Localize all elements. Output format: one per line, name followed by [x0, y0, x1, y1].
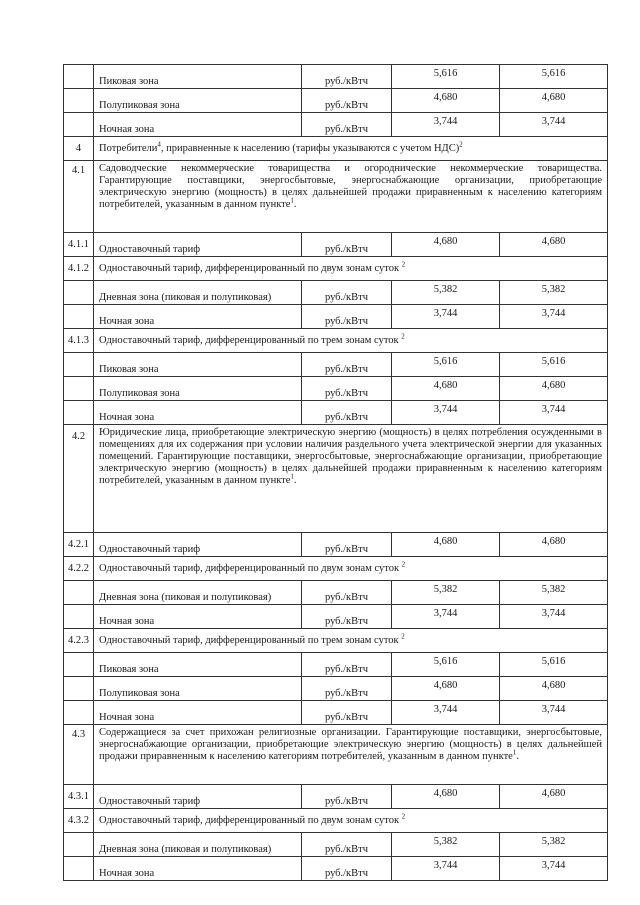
- row-number: [64, 377, 94, 401]
- unit-cell: руб./кВтч: [302, 305, 392, 329]
- row-number: [64, 581, 94, 605]
- table-row: [64, 809, 608, 833]
- table-row: [64, 581, 608, 605]
- section-row: [64, 161, 608, 233]
- row-number: 4.1.2: [64, 257, 94, 281]
- table-row: [64, 605, 608, 629]
- value-cell: 5,382: [392, 581, 500, 605]
- tariff-label: Одноставочный тариф: [94, 233, 302, 257]
- value-cell: 3,744: [500, 701, 608, 725]
- table-row: [64, 281, 608, 305]
- table-row: [64, 65, 608, 89]
- row-number: [64, 857, 94, 881]
- value-cell: 4,680: [500, 89, 608, 113]
- zone-label: Пиковая зона: [94, 353, 302, 377]
- row-number: 4.2.3: [64, 629, 94, 653]
- value-cell: 4,680: [500, 377, 608, 401]
- tariff-label: Одноставочный тариф, дифференцированный по двум зонам суток $^2$: [94, 557, 608, 581]
- unit-cell: руб./кВтч: [302, 653, 392, 677]
- value-cell: 5,616: [392, 65, 500, 89]
- table-row: [64, 329, 608, 353]
- row-number: [64, 677, 94, 701]
- value-cell: 4,680: [392, 677, 500, 701]
- value-cell: 4,680: [500, 785, 608, 809]
- table-row: [64, 701, 608, 725]
- tariff-table: [63, 64, 608, 881]
- row-number: [64, 353, 94, 377]
- value-cell: 3,744: [500, 857, 608, 881]
- value-cell: 3,744: [500, 305, 608, 329]
- tariff-label: Одноставочный тариф, дифференцированный по трем зонам суток $^2$: [94, 629, 608, 653]
- unit-cell: руб./кВтч: [302, 605, 392, 629]
- row-number: 4.3.1: [64, 785, 94, 809]
- zone-label: Полупиковая зона: [94, 377, 302, 401]
- value-cell: 5,616: [500, 653, 608, 677]
- unit-cell: руб./кВтч: [302, 857, 392, 881]
- zone-label: Пиковая зона: [94, 65, 302, 89]
- zone-label: Ночная зона: [94, 605, 302, 629]
- value-cell: 5,616: [500, 353, 608, 377]
- value-cell: 3,744: [392, 857, 500, 881]
- unit-cell: руб./кВтч: [302, 281, 392, 305]
- tariff-label: Одноставочный тариф, дифференцированный по трем зонам суток $^2$: [94, 329, 608, 353]
- unit-cell: руб./кВтч: [302, 377, 392, 401]
- table-row: [64, 833, 608, 857]
- value-cell: 4,680: [392, 785, 500, 809]
- value-cell: 5,616: [500, 65, 608, 89]
- section-row: [64, 725, 608, 785]
- tariff-label: Одноставочный тариф, дифференцированный по двум зонам суток $^2$: [94, 257, 608, 281]
- value-cell: 3,744: [392, 305, 500, 329]
- row-number: [64, 833, 94, 857]
- table-row: [64, 305, 608, 329]
- row-number: [64, 113, 94, 137]
- value-cell: 4,680: [392, 533, 500, 557]
- row-number: [64, 281, 94, 305]
- value-cell: 4,680: [392, 89, 500, 113]
- table-row: [64, 629, 608, 653]
- row-number: 4.1.1: [64, 233, 94, 257]
- zone-label: Пиковая зона: [94, 653, 302, 677]
- tariff-label: Одноставочный тариф, дифференцированный по двум зонам суток $^2$: [94, 809, 608, 833]
- unit-cell: руб./кВтч: [302, 233, 392, 257]
- row-number: [64, 305, 94, 329]
- row-number: 4.1: [64, 161, 94, 233]
- unit-cell: руб./кВтч: [302, 581, 392, 605]
- value-cell: 5,382: [392, 281, 500, 305]
- table-row: [64, 233, 608, 257]
- table-row: [64, 653, 608, 677]
- value-cell: 3,744: [392, 401, 500, 425]
- table-row: [64, 377, 608, 401]
- section-description: Юридические лица, приобретающие электрическую энергию (мощность) в целях потребления осужденными в помещениях для их содержания при условии наличия раздельного учета электрической энергии для указанных помещений. Гарантирующие поставщики, энергосбытовые, энергоснабжающие организации, приобретающие электрическую энергию (мощность) в целях дальнейшей продажи приравненным к населению категориям потребителей, указанным в данном пункте$^1$.: [94, 425, 608, 533]
- unit-cell: руб./кВтч: [302, 785, 392, 809]
- table-row: [64, 401, 608, 425]
- unit-cell: руб./кВтч: [302, 353, 392, 377]
- row-number: [64, 605, 94, 629]
- row-number: [64, 653, 94, 677]
- value-cell: 3,744: [392, 113, 500, 137]
- table-row: [64, 257, 608, 281]
- zone-label: Дневная зона (пиковая и полупиковая): [94, 281, 302, 305]
- section-title: Потребители$^4$, приравненные к населению (тарифы указываются с учетом НДС)$^2$: [94, 137, 608, 161]
- zone-label: Дневная зона (пиковая и полупиковая): [94, 833, 302, 857]
- value-cell: 5,616: [392, 353, 500, 377]
- table-row: [64, 677, 608, 701]
- row-number: 4.2.2: [64, 557, 94, 581]
- value-cell: 4,680: [500, 533, 608, 557]
- table-row: [64, 533, 608, 557]
- unit-cell: руб./кВтч: [302, 833, 392, 857]
- row-number: [64, 65, 94, 89]
- value-cell: 3,744: [500, 401, 608, 425]
- value-cell: 4,680: [392, 233, 500, 257]
- value-cell: 4,680: [500, 233, 608, 257]
- value-cell: 5,382: [500, 833, 608, 857]
- section-row: [64, 425, 608, 533]
- zone-label: Ночная зона: [94, 401, 302, 425]
- zone-label: Ночная зона: [94, 113, 302, 137]
- tariff-label: Одноставочный тариф: [94, 533, 302, 557]
- value-cell: 3,744: [500, 113, 608, 137]
- value-cell: 3,744: [392, 605, 500, 629]
- table-row: [64, 113, 608, 137]
- zone-label: Дневная зона (пиковая и полупиковая): [94, 581, 302, 605]
- table-row: [64, 557, 608, 581]
- row-number: [64, 701, 94, 725]
- value-cell: 5,382: [392, 833, 500, 857]
- row-number: 4: [64, 137, 94, 161]
- table-row: [64, 857, 608, 881]
- zone-label: Ночная зона: [94, 857, 302, 881]
- value-cell: 4,680: [392, 377, 500, 401]
- row-number: 4.3: [64, 725, 94, 785]
- zone-label: Ночная зона: [94, 305, 302, 329]
- row-number: 4.1.3: [64, 329, 94, 353]
- row-number: 4.3.2: [64, 809, 94, 833]
- row-number: [64, 401, 94, 425]
- section-row: [64, 137, 608, 161]
- unit-cell: руб./кВтч: [302, 65, 392, 89]
- zone-label: Полупиковая зона: [94, 89, 302, 113]
- section-description: Содержащиеся за счет прихожан религиозные организации. Гарантирующие поставщики, энергосбытовые, энергоснабжающие организации, приобретающие электрическую энергию (мощность) в целях дальнейшей продажи приравненным к населению категориям потребителей, указанным в данном пункте$^1$.: [94, 725, 608, 785]
- value-cell: 3,744: [392, 701, 500, 725]
- unit-cell: руб./кВтч: [302, 677, 392, 701]
- table-row: [64, 353, 608, 377]
- unit-cell: руб./кВтч: [302, 89, 392, 113]
- value-cell: 3,744: [500, 605, 608, 629]
- value-cell: 4,680: [500, 677, 608, 701]
- unit-cell: руб./кВтч: [302, 533, 392, 557]
- table-row: [64, 89, 608, 113]
- value-cell: 5,382: [500, 581, 608, 605]
- tariff-label: Одноставочный тариф: [94, 785, 302, 809]
- zone-label: Ночная зона: [94, 701, 302, 725]
- value-cell: 5,382: [500, 281, 608, 305]
- section-description: Садоводческие некоммерческие товарищества и огороднические некоммерческие товарищества. Гарантирующие поставщики, энергосбытовые, энергоснабжающие организации, приобретающие электрическую энергию (мощность) в целях дальнейшей продажи приравненным к населению категориям потребителей, указанным в данном пункте$^1$.: [94, 161, 608, 233]
- row-number: [64, 89, 94, 113]
- value-cell: 5,616: [392, 653, 500, 677]
- table-row: [64, 785, 608, 809]
- row-number: 4.2: [64, 425, 94, 533]
- unit-cell: руб./кВтч: [302, 401, 392, 425]
- row-number: 4.2.1: [64, 533, 94, 557]
- unit-cell: руб./кВтч: [302, 701, 392, 725]
- zone-label: Полупиковая зона: [94, 677, 302, 701]
- unit-cell: руб./кВтч: [302, 113, 392, 137]
